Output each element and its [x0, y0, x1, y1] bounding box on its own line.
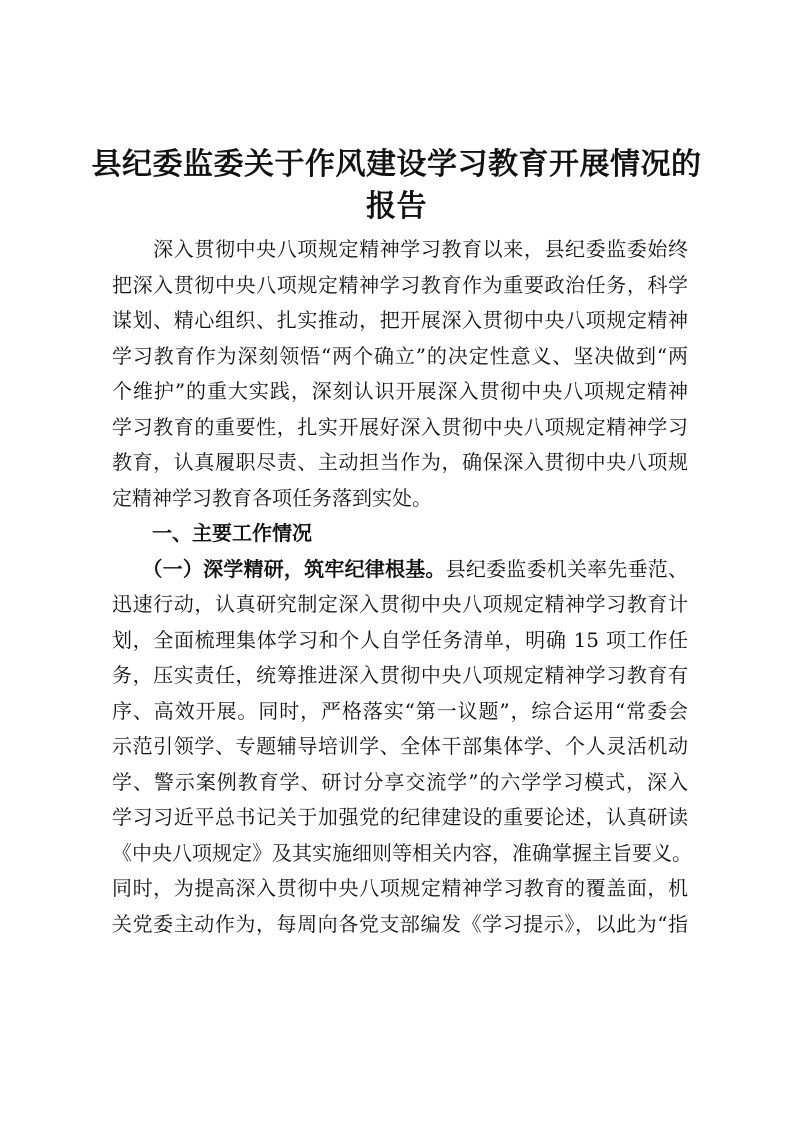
paragraph-line: 务，压实责任，统筹推进深入贯彻中央八项规定精神学习教育有 [112, 663, 688, 687]
paragraph-line: 迅速行动，认真研究制定深入贯彻中央八项规定精神学习教育计 [112, 592, 688, 616]
paragraph-line: 谋划、精心组织、扎实推动，把开展深入贯彻中央八项规定精神 [112, 308, 688, 332]
paragraph-line: 《中央八项规定》及其实施细则等相关内容，准确掌握主旨要义。 [112, 840, 692, 865]
document-title-line-2: 报告 [366, 189, 427, 224]
paragraph-line: 教育，认真履职尽责、主动担当作为，确保深入贯彻中央八项规 [112, 450, 688, 474]
subsection-first-line [112, 552, 688, 588]
paragraph-line: 学、警示案例教育学、研讨分享交流学”的六学学习模式，深入 [112, 769, 688, 794]
paragraph-line: 示范引领学、专题辅导培训学、全体干部集体学、个人灵活机动 [112, 734, 688, 758]
document-body [112, 232, 692, 942]
paragraph-line: 定精神学习教育各项任务落到实处。 [112, 485, 432, 510]
paragraph-line: 序、高效开展。同时，严格落实“第一议题”，综合运用“常委会 [112, 698, 688, 723]
subsection-first-line-text: 县纪委监委机关率先垂范、 [445, 556, 689, 581]
paragraph-line: 同时，为提高深入贯彻中央八项规定精神学习教育的覆盖面，机 [112, 876, 688, 900]
section-heading: 一、主要工作情况 [112, 521, 312, 545]
subsection-heading: （一）深学精研，筑牢纪律根基。 [112, 556, 446, 581]
paragraph-line: 学习教育作为深刻领悟“两个确立”的决定性意义、坚决做到“两 [112, 343, 688, 368]
paragraph-line: 学习习近平总书记关于加强党的纪律建设的重要论述，认真研读 [112, 805, 688, 829]
document-title-line-1: 县纪委监委关于作风建设学习教育开展情况的 [91, 147, 702, 182]
paragraph-line: 学习教育的重要性，扎实开展好深入贯彻中央八项规定精神学习 [112, 414, 688, 439]
paragraph-line: 把深入贯彻中央八项规定精神学习教育作为重要政治任务，科学 [112, 272, 688, 297]
paragraph-line: 个维护”的重大实践，深刻认识开展深入贯彻中央八项规定精神 [112, 379, 688, 403]
paragraph-line: 划，全面梳理集体学习和个人自学任务清单，明确 15 项工作任 [112, 627, 688, 652]
paragraph-line: 关党委主动作为，每周向各党支部编发《学习提示》，以此为“指 [112, 911, 688, 936]
paragraph-line: 深入贯彻中央八项规定精神学习教育以来，县纪委监委始终 [112, 237, 688, 261]
